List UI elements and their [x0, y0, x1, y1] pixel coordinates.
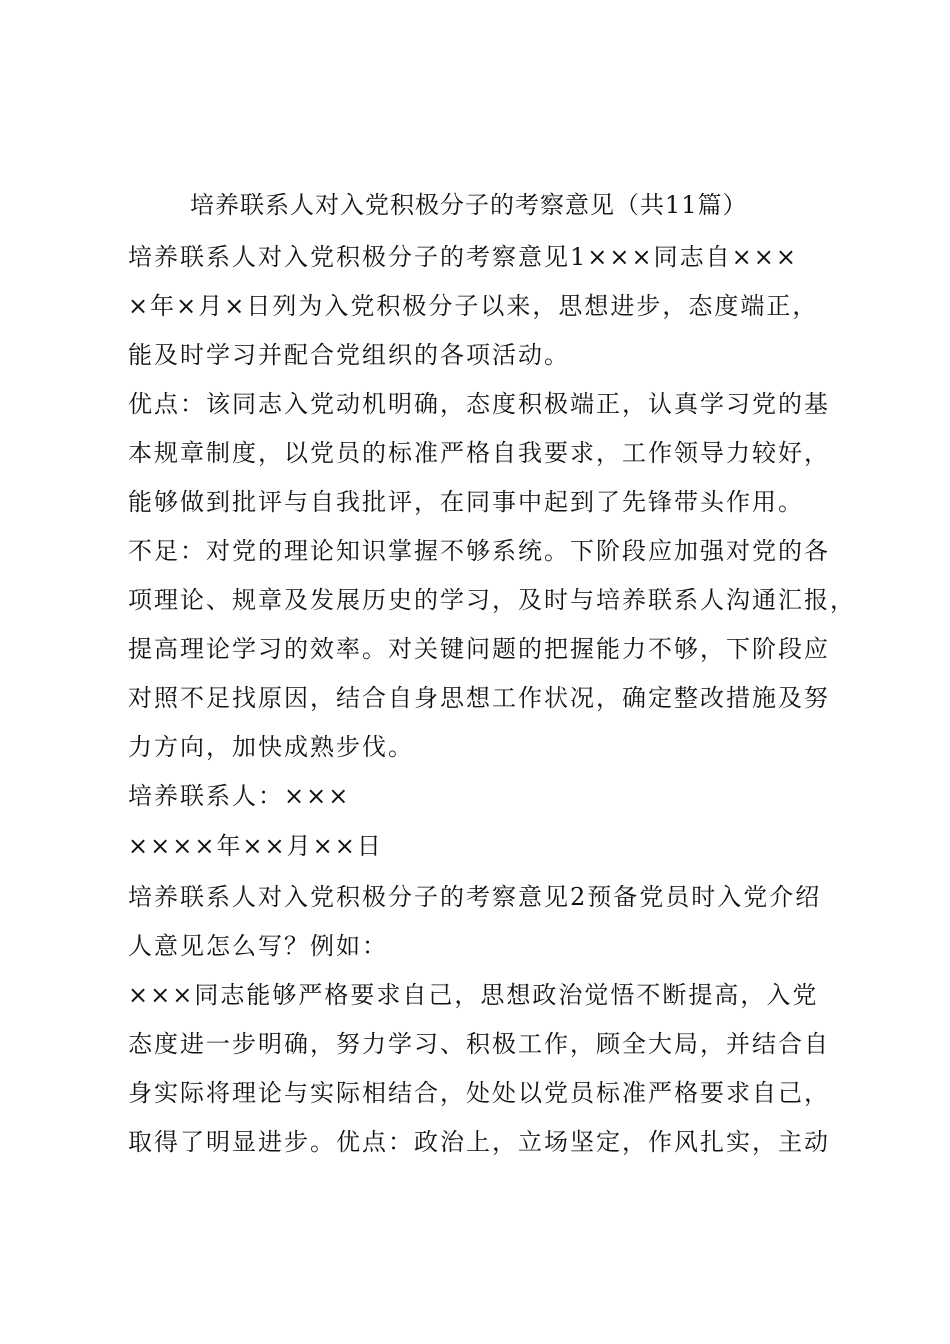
- body-line: 项理论、规章及发展历史的学习，及时与培养联系人沟通汇报，: [128, 586, 856, 614]
- body-line: 取得了明显进步。优点：政治上，立场坚定，作风扎实，主动: [128, 1128, 830, 1156]
- body-line: 能及时学习并配合党组织的各项活动。: [128, 341, 570, 369]
- body-line: 优点：该同志入党动机明确，态度积极端正，认真学习党的基: [128, 390, 830, 418]
- body-line: 能够做到批评与自我批评，在同事中起到了先锋带头作用。: [128, 488, 804, 516]
- body-line: 身实际将理论与实际相结合，处处以党员标准严格要求自己，: [128, 1079, 830, 1107]
- body-line: 本规章制度，以党员的标准严格自我要求，工作领导力较好，: [128, 439, 830, 467]
- body-line: 培养联系人对入党积极分子的考察意见1×××同志自×××: [128, 243, 798, 271]
- body-line: 不足：对党的理论知识掌握不够系统。下阶段应加强对党的各: [128, 537, 830, 565]
- body-line: ×××同志能够严格要求自己，思想政治觉悟不断提高，入党: [128, 981, 819, 1009]
- signature-contact: 培养联系人：×××: [128, 782, 351, 810]
- body-line: 对照不足找原因，结合自身思想工作状况，确定整改措施及努: [128, 684, 830, 712]
- body-line: 人意见怎么写？例如：: [128, 932, 388, 960]
- document-title: 培养联系人对入党积极分子的考察意见（共11篇）: [190, 191, 748, 219]
- body-line: 提高理论学习的效率。对关键问题的把握能力不够，下阶段应: [128, 635, 830, 663]
- signature-date: ××××年××月××日: [128, 832, 383, 860]
- body-line: 态度进一步明确，努力学习、积极工作，顾全大局，并结合自: [128, 1030, 830, 1058]
- body-line: 培养联系人对入党积极分子的考察意见2预备党员时入党介绍: [128, 883, 822, 911]
- body-line: 力方向，加快成熟步伐。: [128, 733, 414, 761]
- body-line: ×年×月×日列为入党积极分子以来，思想进步，态度端正，: [128, 292, 819, 320]
